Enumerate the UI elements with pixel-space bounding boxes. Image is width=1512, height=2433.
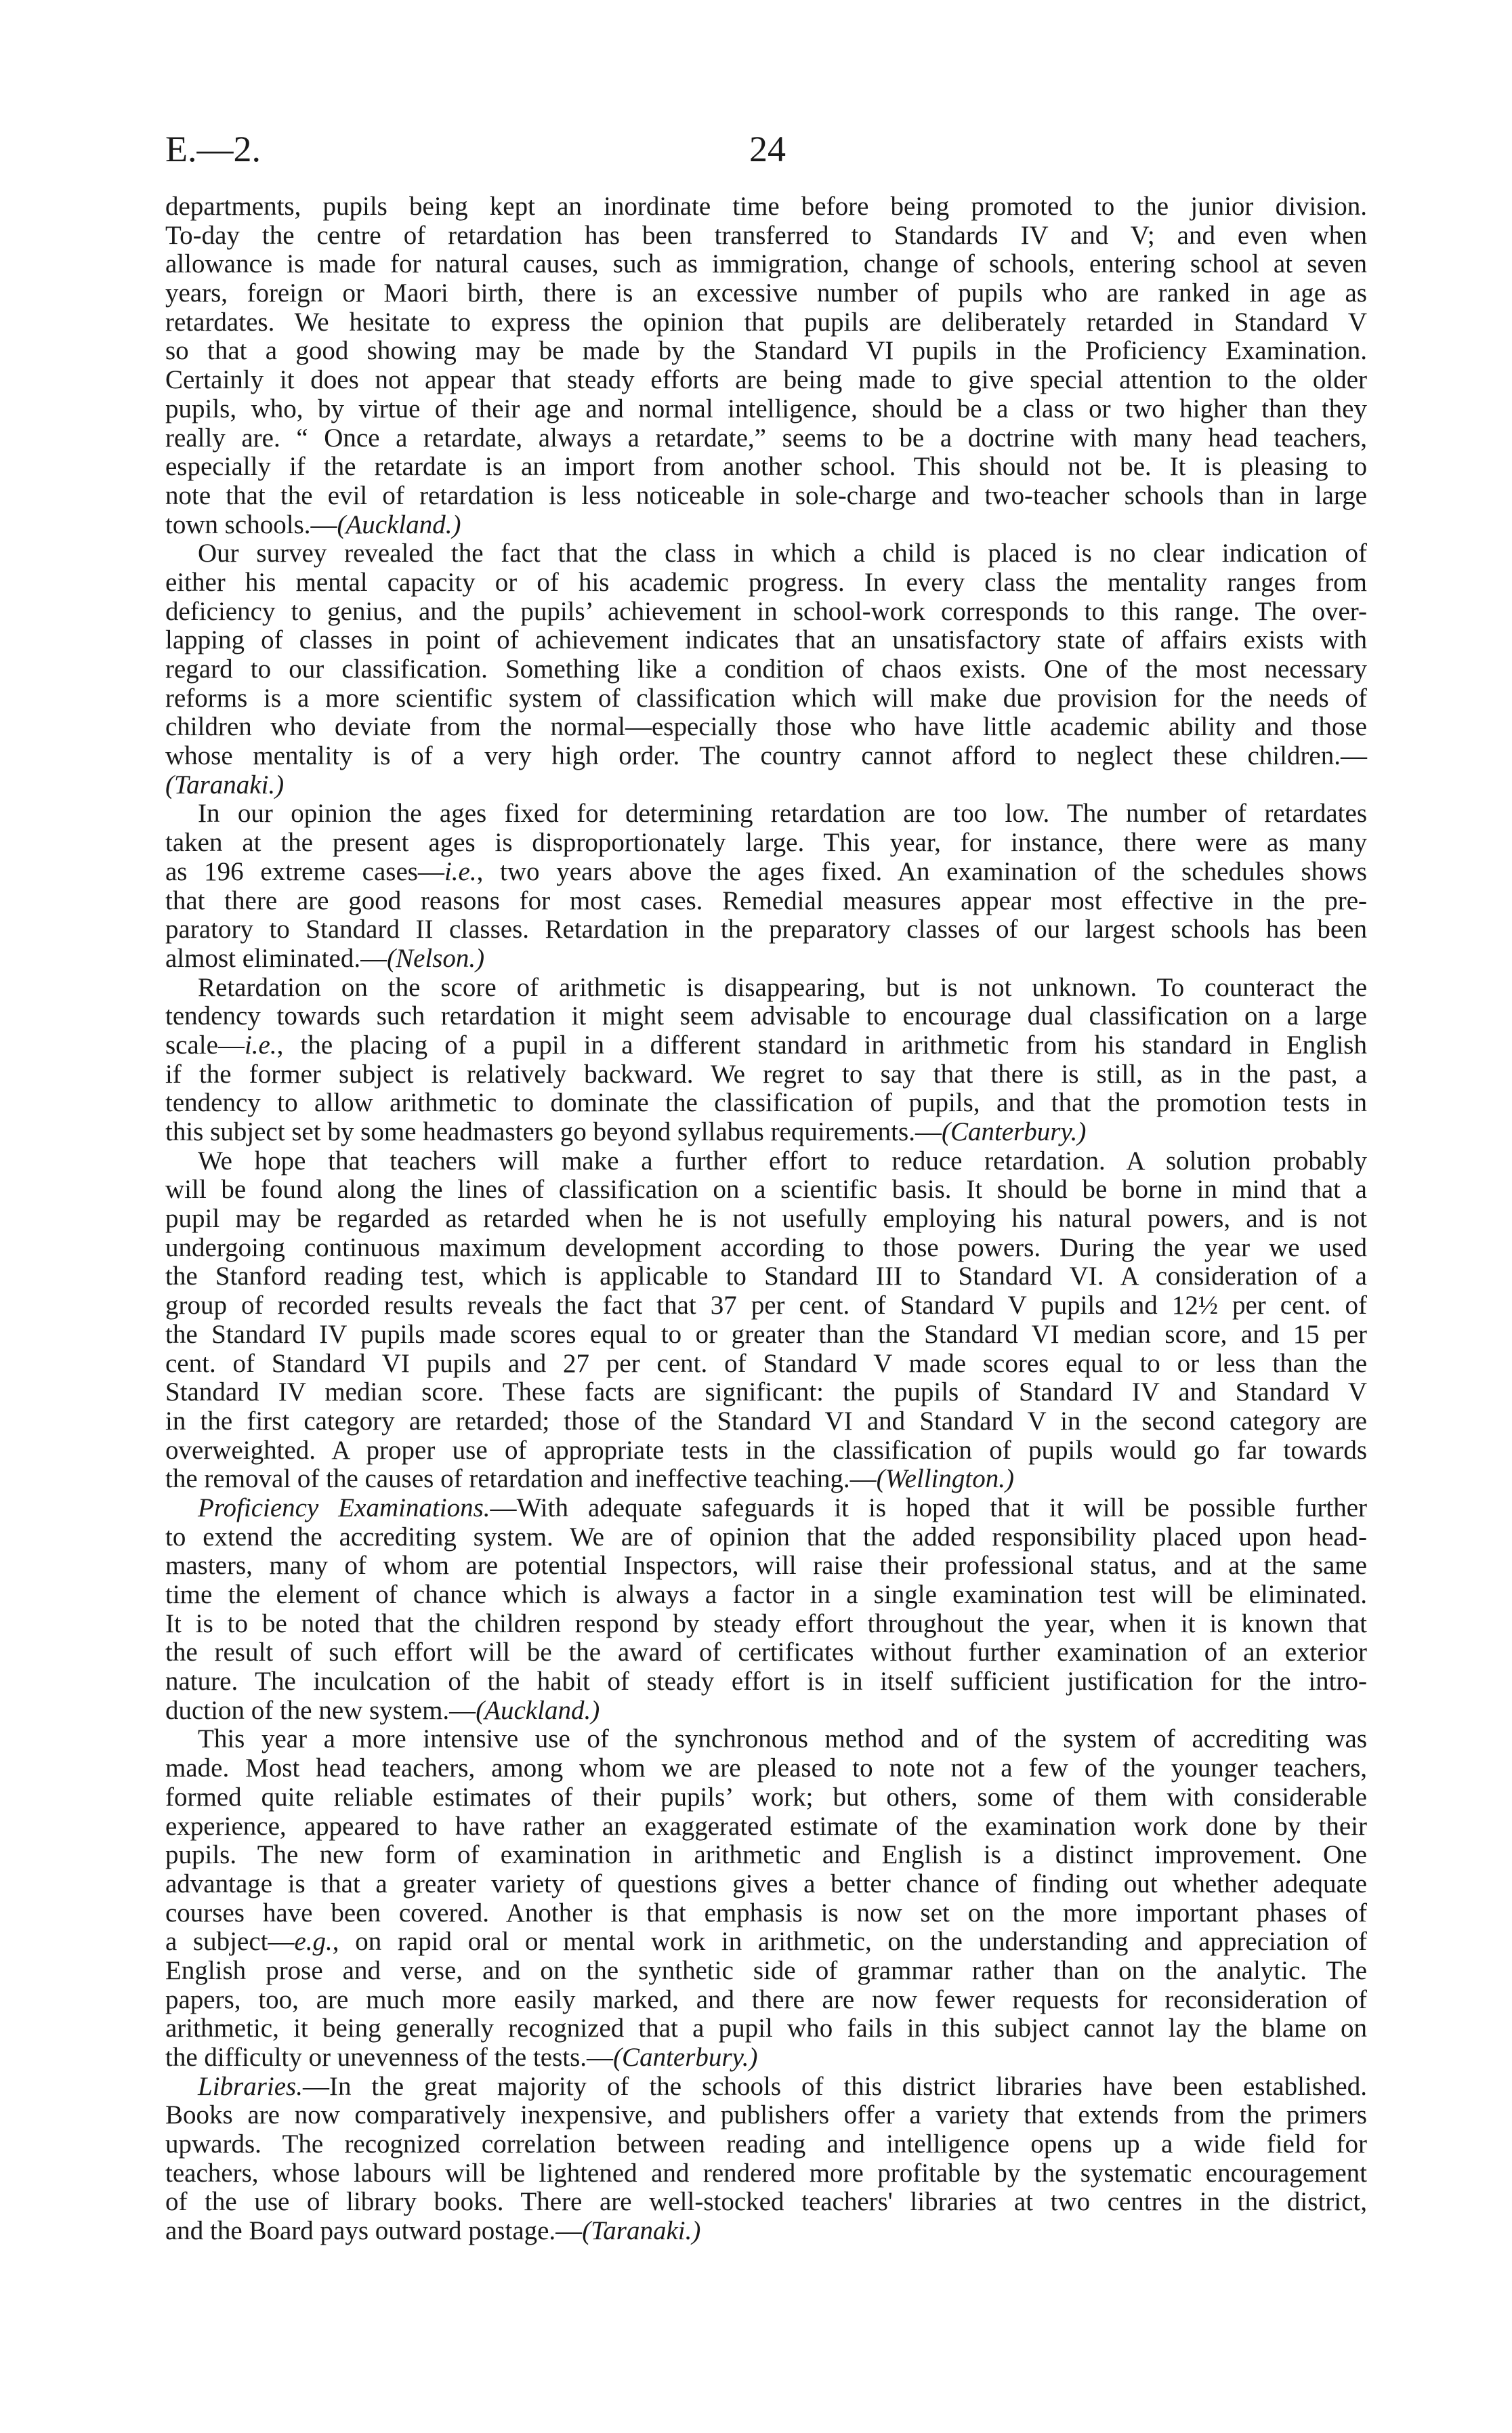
paragraph [165, 192, 1367, 539]
text-line [165, 1899, 1367, 1928]
text-line [165, 1986, 1367, 2015]
text-segment: the Standard IV pupils made scores equal to or greater than the Standard VI median score, and 15 per [165, 1319, 1367, 1349]
text-segment: papers, too, are much more easily marked, and there are now fewer requests for reconsideration of [165, 1984, 1367, 2014]
text-segment: —In the great majority of the schools of this district libraries have been established. [302, 2071, 1367, 2101]
text-line [165, 453, 1367, 482]
text-line [165, 1523, 1367, 1552]
text-line [165, 974, 1367, 1003]
text-line [165, 1147, 1367, 1176]
text-segment: tendency to allow arithmetic to dominate the classification of pupils, and that the promotion tests in [165, 1088, 1367, 1118]
text-segment: , the placing of a pupil in a different standard in arithmetic from his standard in English [276, 1030, 1367, 1060]
text-segment: years, foreign or Maori birth, there is an excessive number of pupils who are ranked in age as [165, 278, 1367, 308]
text-line [165, 626, 1367, 655]
text-segment: as 196 extreme cases— [165, 856, 444, 886]
text-line [165, 192, 1367, 222]
text-segment: —With adequate safeguards it is hoped that it will be possible further [490, 1493, 1367, 1522]
text-line [165, 1089, 1367, 1118]
text-segment: in the first category are retarded; those of the Standard VI and Standard V in the second category are [165, 1406, 1367, 1436]
text-segment: children who deviate from the normal—especially those who have little academic ability and those [165, 712, 1367, 742]
text-segment: Certainly it does not appear that steady efforts are being made to give special attention to the older [165, 365, 1367, 395]
text-line [165, 539, 1367, 568]
text-segment: cent. of Standard VI pupils and 27 per cent. of Standard V made scores equal to or less than the [165, 1348, 1367, 1378]
text-segment: Standard IV median score. These facts are significant: the pupils of Standard IV and Standard V [165, 1377, 1367, 1407]
text-line [165, 1378, 1367, 1407]
text-line [165, 1465, 1367, 1494]
italic-text: (Wellington.) [876, 1464, 1014, 1494]
text-line [165, 2073, 1367, 2102]
text-line [165, 395, 1367, 424]
text-line [165, 511, 1367, 540]
text-line [165, 944, 1367, 974]
text-line [165, 1725, 1367, 1754]
text-line [165, 1436, 1367, 1465]
text-segment: allowance is made for natural causes, such as immigration, change of schools, entering school at seven [165, 249, 1367, 279]
text-segment: if the former subject is relatively backward. We regret to say that there is still, as in the past, a [165, 1059, 1367, 1089]
text-segment: To-day the centre of retardation has been transferred to Standards IV and V; and even when [165, 220, 1367, 250]
italic-text: (Auckland.) [337, 510, 461, 539]
text-segment: taken at the present ages is disproportionately large. This year, for instance, there were as many [165, 828, 1367, 858]
paragraph [165, 1725, 1367, 2072]
text-segment: masters, many of whom are potential Inspectors, will raise their professional status, and at the same [165, 1551, 1367, 1581]
text-line [165, 2014, 1367, 2043]
text-line [165, 1060, 1367, 1089]
text-segment: the result of such effort will be the award of certificates without further examination of an exterior [165, 1638, 1367, 1667]
text-line [165, 366, 1367, 395]
text-line [165, 337, 1367, 366]
text-segment: made. Most head teachers, among whom we are pleased to note not a few of the younger teachers, [165, 1753, 1367, 1783]
text-line [165, 1928, 1367, 1957]
text-segment: paratory to Standard II classes. Retardation in the preparatory classes of our largest schools has been [165, 915, 1367, 944]
text-line [165, 1667, 1367, 1697]
text-segment: group of recorded results reveals the fact that 37 per cent. of Standard V pupils and 12½ per cent. of [165, 1291, 1367, 1321]
text-line [165, 568, 1367, 598]
paragraph [165, 2073, 1367, 2246]
text-line [165, 482, 1367, 511]
text-line [165, 684, 1367, 713]
text-segment: experience, appeared to have rather an exaggerated estimate of the examination work done by their [165, 1811, 1367, 1841]
text-line [165, 2130, 1367, 2159]
text-line [165, 1234, 1367, 1263]
text-line [165, 2043, 1367, 2073]
italic-text: (Auckland.) [476, 1695, 600, 1725]
text-segment: that there are good reasons for most cases. Remedial measures appear most effective in the pre- [165, 886, 1367, 915]
text-segment: this subject set by some headmasters go beyond syllabus requirements.— [165, 1117, 942, 1146]
text-line [165, 829, 1367, 858]
text-segment: Retardation on the score of arithmetic is disappearing, but is not unknown. To counteract the [198, 972, 1367, 1002]
text-segment: pupils, who, by virtue of their age and normal intelligence, should be a class or two higher than they [165, 394, 1367, 423]
text-line [165, 1118, 1367, 1147]
text-segment: either his mental capacity or of his academic progress. In every class the mentality ranges from [165, 567, 1367, 597]
text-segment: to extend the accrediting system. We are of opinion that the added responsibility placed upon head- [165, 1522, 1367, 1552]
italic-text: e.g. [294, 1927, 333, 1957]
text-segment: Our survey revealed the fact that the class in which a child is placed is no clear indication of [198, 539, 1367, 568]
text-line [165, 1581, 1367, 1610]
italic-text: (Canterbury.) [941, 1117, 1087, 1146]
text-segment: note that the evil of retardation is less noticeable in sole-charge and two-teacher schools than in large [165, 480, 1367, 510]
text-segment: duction of the new system.— [165, 1695, 476, 1725]
text-line [165, 1494, 1367, 1523]
text-line [165, 2188, 1367, 2217]
italic-text: (Taranaki.) [165, 770, 285, 799]
text-line [165, 1957, 1367, 1986]
text-segment: time the element of chance which is always a factor in a single examination test will be eliminated. [165, 1580, 1367, 1609]
text-segment: deficiency to genius, and the pupils’ achievement in school-work corresponds to this range. The over- [165, 596, 1367, 626]
text-segment: pupils. The new form of examination in arithmetic and English is a distinct improvement. One [165, 1840, 1367, 1870]
italic-text: (Nelson.) [387, 943, 485, 973]
text-line [165, 424, 1367, 453]
italic-text: i.e. [444, 856, 477, 886]
text-line [165, 1697, 1367, 1726]
text-segment: In our opinion the ages fixed for determining retardation are too low. The number of retardates [198, 799, 1367, 829]
text-segment: scale— [165, 1030, 245, 1060]
text-line [165, 1812, 1367, 1842]
text-line [165, 1176, 1367, 1205]
text-line [165, 887, 1367, 916]
text-segment: teachers, whose labours will be lightened and rendered more profitable by the systematic encouragement [165, 2158, 1367, 2188]
text-line [165, 1002, 1367, 1031]
italic-text: (Canterbury.) [613, 2043, 758, 2072]
text-line [165, 1552, 1367, 1581]
text-segment: advantage is that a greater variety of questions gives a better chance of finding out whether adequate [165, 1869, 1367, 1898]
text-line [165, 1205, 1367, 1234]
text-segment: whose mentality is of a very high order. The country cannot afford to neglect these children.— [165, 741, 1367, 771]
text-segment: reforms is a more scientific system of classification which will make due provision for the needs of [165, 683, 1367, 713]
text-line [165, 858, 1367, 887]
text-segment: formed quite reliable estimates of their pupils’ work; but others, some of them with considerable [165, 1782, 1367, 1812]
text-line [165, 1350, 1367, 1379]
text-segment: almost eliminated.— [165, 943, 387, 973]
paragraph [165, 539, 1367, 799]
text-line [165, 222, 1367, 251]
text-segment: nature. The inculcation of the habit of steady effort is in itself sufficient justification for the intro- [165, 1667, 1367, 1697]
text-line [165, 2159, 1367, 2188]
paragraph [165, 1147, 1367, 1494]
body-text [165, 192, 1367, 2246]
text-segment: courses have been covered. Another is that emphasis is now set on the more important phases of [165, 1898, 1367, 1928]
text-segment: Books are now comparatively inexpensive, and publishers offer a variety that extends from the primers [165, 2100, 1367, 2130]
text-segment: the removal of the causes of retardation and ineffective teaching.— [165, 1464, 877, 1494]
text-segment: arithmetic, it being generally recognized that a pupil who fails in this subject cannot lay the blame on [165, 2014, 1367, 2043]
text-line [165, 1783, 1367, 1812]
italic-text: (Taranaki.) [582, 2216, 701, 2246]
text-segment: the Stanford reading test, which is applicable to Standard III to Standard VI. A consideration of a [165, 1262, 1367, 1291]
text-line [165, 1321, 1367, 1350]
text-segment: upwards. The recognized correlation between reading and intelligence opens up a wide field for [165, 2129, 1367, 2159]
italic-text: Libraries. [198, 2071, 303, 2101]
text-segment: English prose and verse, and on the synthetic side of grammar rather than on the analytic. The [165, 1955, 1367, 1985]
text-line [165, 1262, 1367, 1291]
text-line [165, 1031, 1367, 1060]
text-line [165, 1407, 1367, 1436]
text-line [165, 250, 1367, 279]
text-line [165, 1638, 1367, 1667]
italic-text: i.e. [244, 1030, 277, 1060]
text-line [165, 1610, 1367, 1639]
text-line [165, 655, 1367, 684]
text-segment: We hope that teachers will make a further effort to reduce retardation. A solution probably [198, 1146, 1367, 1176]
text-segment: , two years above the ages fixed. An examination of the schedules shows [476, 856, 1367, 886]
text-segment: so that a good showing may be made by the Standard VI pupils in the Proficiency Examination. [165, 336, 1367, 366]
text-line [165, 308, 1367, 337]
text-line [165, 1754, 1367, 1783]
text-segment: This year a more intensive use of the synchronous method and of the system of accrediting was [198, 1724, 1367, 1754]
page-number: 24 [749, 129, 786, 169]
text-segment: undergoing continuous maximum development according to those powers. During the year we used [165, 1232, 1367, 1262]
text-segment: of the use of library books. There are well-stocked teachers' libraries at two centres in the district, [165, 2187, 1367, 2217]
italic-text: Proficiency Examinations. [198, 1493, 490, 1522]
text-segment: pupil may be regarded as retarded when he is not usefully employing his natural powers, and is not [165, 1204, 1367, 1234]
text-line [165, 915, 1367, 944]
document-reference: E.—2. [165, 129, 261, 169]
text-segment: town schools.— [165, 510, 337, 539]
text-segment: , on rapid oral or mental work in arithmetic, on the understanding and appreciation of [332, 1927, 1367, 1957]
text-line [165, 598, 1367, 627]
text-line [165, 1870, 1367, 1899]
paragraph [165, 974, 1367, 1147]
text-segment: the difficulty or unevenness of the tests.— [165, 2043, 614, 2072]
text-line [165, 2217, 1367, 2246]
text-segment: tendency towards such retardation it might seem advisable to encourage dual classification on a large [165, 1001, 1367, 1031]
text-segment: and the Board pays outward postage.— [165, 2216, 583, 2246]
text-line [165, 1291, 1367, 1321]
text-line [165, 771, 1367, 800]
paragraph [165, 1494, 1367, 1726]
text-line [165, 799, 1367, 829]
text-segment: will be found along the lines of classification on a scientific basis. It should be borne in mind that a [165, 1175, 1367, 1205]
text-line [165, 1841, 1367, 1870]
text-line [165, 2101, 1367, 2130]
text-segment: a subject— [165, 1927, 295, 1957]
text-segment: overweighted. A proper use of appropriate tests in the classification of pupils would go far towards [165, 1435, 1367, 1465]
text-segment: retardates. We hesitate to express the opinion that pupils are deliberately retarded in Standard V [165, 307, 1367, 337]
text-segment: lapping of classes in point of achievement indicates that an unsatisfactory state of affairs exists with [165, 625, 1367, 655]
text-segment: really are. “ Once a retardate, always a retardate,” seems to be a doctrine with many head teachers, [165, 423, 1367, 453]
text-segment: regard to our classification. Something like a condition of chaos exists. One of the most necessary [165, 654, 1367, 684]
text-segment: departments, pupils being kept an inordinate time before being promoted to the junior division. [165, 192, 1367, 221]
paragraph [165, 799, 1367, 973]
text-line [165, 742, 1367, 771]
text-segment: especially if the retardate is an import from another school. This should not be. It is pleasing to [165, 452, 1367, 482]
text-line [165, 279, 1367, 308]
text-segment: It is to be noted that the children respond by steady effort throughout the year, when it is known that [165, 1608, 1367, 1638]
text-line [165, 713, 1367, 742]
